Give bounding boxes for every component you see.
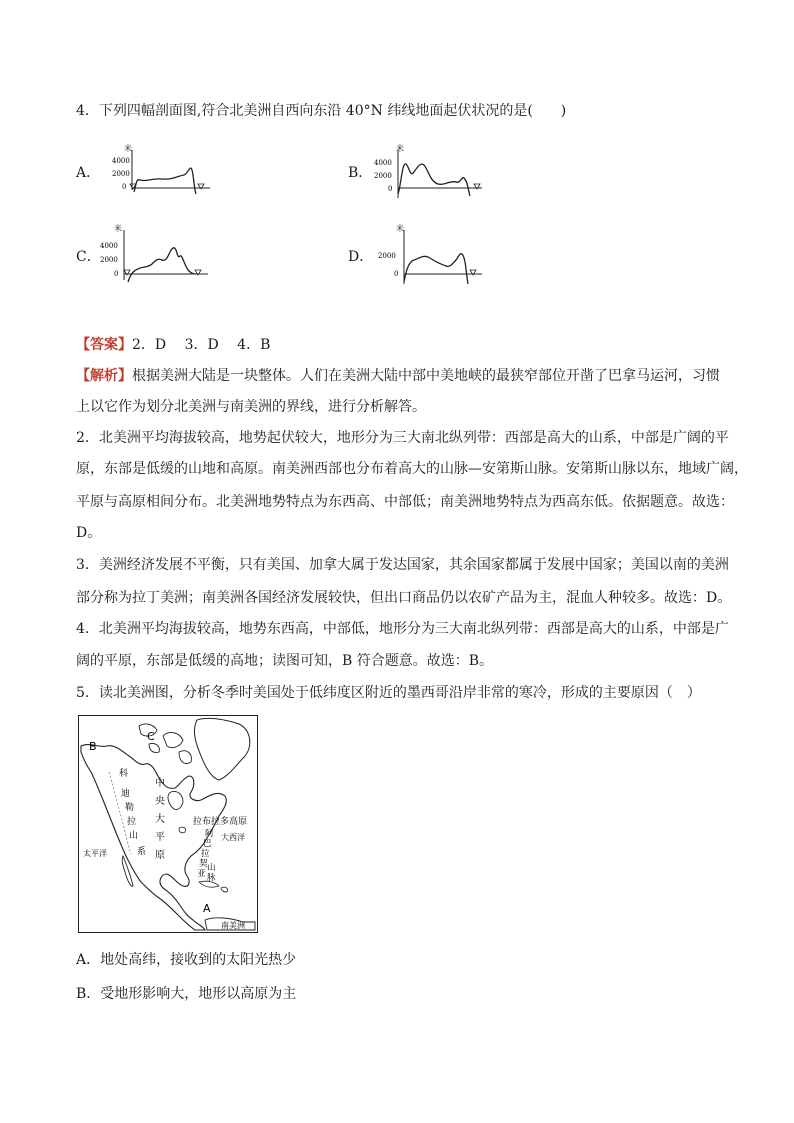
- question-5-stem: 5．读北美洲图，分析冬季时美国处于低纬度区附近的墨西哥沿岸非常的寒冷，形成的主要原因（ ）: [76, 685, 701, 701]
- analysis-p2-line-4: D。: [76, 525, 102, 541]
- plain-char-2: 央: [155, 796, 165, 807]
- analysis-intro-1: 根据美洲大陆是一块整体。人们在美洲大陆中部中美地峡的最狭窄部位开凿了巴拿马运河，习惯: [132, 368, 720, 384]
- analysis-p4-line-2: 阔的平原，东部是低缓的高地；读图可知，B 符合题意。故选：B。: [76, 653, 494, 669]
- labrador-label: 拉布拉多高原: [193, 817, 248, 827]
- appalachian-char-1: 阿: [205, 829, 214, 839]
- tick-2000: 2000: [112, 170, 130, 178]
- appalachian-char-3: 拉: [201, 849, 210, 859]
- point-a-label: A: [203, 902, 211, 915]
- question-5-option-a: A．地处高纬，接收到的太阳光热少: [76, 952, 297, 968]
- rocky-char-6: 系: [137, 847, 147, 857]
- rocky-char-4: 拉: [127, 817, 137, 827]
- appalachian-char-7: 脉: [207, 873, 216, 883]
- north-america-map: [78, 715, 258, 933]
- analysis-p2-line-3: 平原与高原相间分布。北美洲地势特点为东西高、中部低；南美洲地势特点为西高东低。依据题意。故选：: [76, 494, 734, 510]
- tick-2000: 2000: [100, 256, 118, 264]
- plain-char-3: 大: [155, 814, 165, 825]
- appalachian-char-5: 亚: [197, 869, 206, 879]
- option-d-label: D．: [348, 249, 374, 265]
- point-b-label: B: [89, 740, 97, 753]
- profile-a: [112, 142, 212, 194]
- y-unit: 米: [396, 224, 404, 233]
- option-a-label: A．: [76, 165, 101, 181]
- appalachian-char-6: 山: [207, 863, 216, 873]
- tick-0: 0: [122, 183, 127, 191]
- rocky-char-3: 勒: [125, 803, 135, 813]
- tick-2000: 2000: [378, 252, 396, 260]
- analysis-p2-line-1: 2．北美洲平均海拔较高，地势起伏较大，地形分为三大南北纵列带：西部是高大的山系，中部是广阔的平: [76, 430, 729, 446]
- plain-char-5: 原: [155, 850, 165, 861]
- option-c-label: C．: [76, 249, 101, 265]
- appalachian-char-2: 巴: [203, 839, 212, 849]
- point-c-label: C: [147, 730, 155, 743]
- rocky-char-2: 迪: [121, 789, 131, 799]
- tick-0: 0: [114, 270, 119, 278]
- south-america-label: 南美洲: [221, 921, 245, 930]
- tick-0: 0: [388, 185, 393, 193]
- analysis-p4-line-1: 4．北美洲平均海拔较高，地势东西高，中部低，地形分为三大南北纵列带：西部是高大的山系，中部是广: [76, 621, 729, 637]
- answer-tag: 【答案】: [76, 337, 132, 353]
- analysis-p2-line-2: 原，东部是低缓的山地和高原。南美洲西部也分布着高大的山脉—安第斯山脉。安第斯山脉以东，地域广阔，: [76, 461, 748, 477]
- tick-4000: 4000: [112, 157, 130, 165]
- profile-d: [372, 222, 484, 288]
- rocky-char-1: 科: [119, 769, 129, 779]
- analysis-tag: 【解析】: [76, 368, 132, 384]
- analysis-p3-line-2: 部分称为拉丁美洲；南美洲各国经济发展较快，但出口商品仍以农矿产品为主，混血人种较多。故选：D。: [76, 590, 732, 606]
- question-4-stem: 4．下列四幅剖面图,符合北美洲自西向东沿 40°N 纬线地面起伏状况的是( ): [76, 103, 567, 119]
- y-unit: 米: [396, 144, 404, 153]
- atlantic-label: 大西洋: [221, 833, 245, 842]
- option-b-label: B．: [348, 165, 373, 181]
- y-unit: 米: [114, 224, 122, 233]
- tick-2000: 2000: [374, 172, 392, 180]
- profile-b: [374, 142, 484, 200]
- profile-c: [98, 222, 210, 284]
- plain-char-4: 平: [155, 832, 165, 843]
- answer-text: 2．D 3．D 4．B: [132, 337, 271, 353]
- pacific-label: 太平洋: [83, 849, 107, 858]
- question-5-option-b: B．受地形影响大，地形以高原为主: [76, 986, 297, 1002]
- tick-4000: 4000: [100, 242, 118, 250]
- plain-char-1: 中: [155, 778, 165, 789]
- tick-4000: 4000: [374, 159, 392, 167]
- appalachian-char-4: 契: [199, 859, 208, 869]
- analysis-p3-line-1: 3．美洲经济发展不平衡，只有美国、加拿大属于发达国家，其余国家都属于发展中国家；美国以南的美洲: [76, 557, 729, 573]
- y-unit: 米: [124, 144, 132, 153]
- analysis-line-1: [76, 366, 720, 386]
- answer-line: [76, 335, 270, 355]
- tick-0: 0: [394, 270, 399, 278]
- analysis-intro-2: 上以它作为划分北美洲与南美洲的界线，进行分析解答。: [76, 399, 426, 415]
- rocky-char-5: 山: [129, 831, 139, 841]
